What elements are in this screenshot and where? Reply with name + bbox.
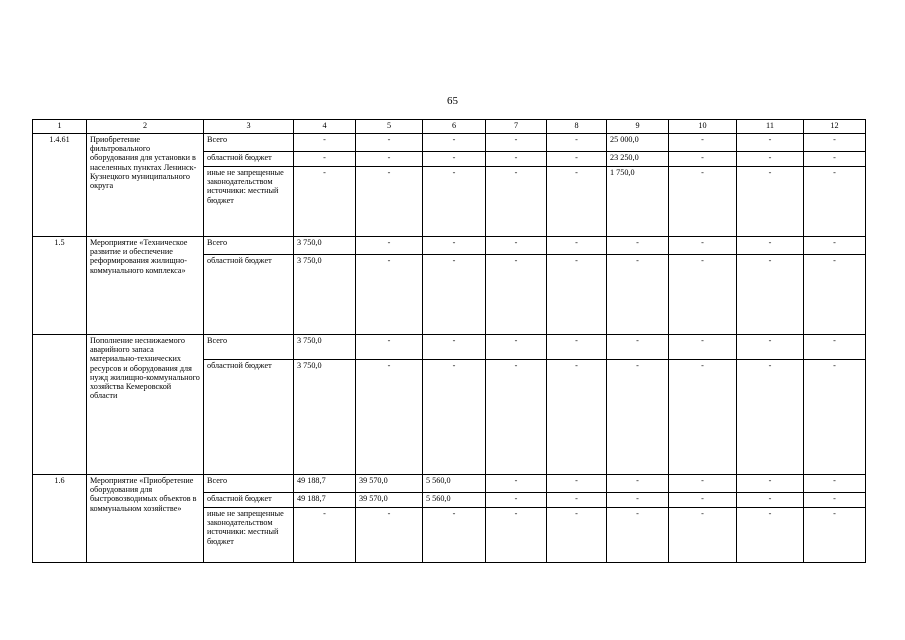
column-header-10: 10 [669,120,737,134]
column-header-6: 6 [423,120,486,134]
value-cell: - [607,237,669,255]
value-cell: - [669,237,737,255]
value-cell: 5 560,0 [423,493,486,508]
value-cell: 3 750,0 [294,237,356,255]
budget-table [32,119,866,563]
column-header-4: 4 [294,120,356,134]
item-code: 1.5 [33,237,87,335]
item-name: Приобретение фильтровального оборудования для установки в населенных пунктах Ленинск-Кузнецкого муниципального округа [87,134,204,237]
value-cell: - [547,475,607,493]
value-cell: - [423,335,486,360]
value-cell: - [486,508,547,563]
value-cell: - [294,508,356,563]
value-cell: - [669,167,737,237]
value-cell: 25 000,0 [607,134,669,152]
value-cell: - [356,152,423,167]
value-cell: - [669,360,737,475]
value-cell: - [607,475,669,493]
value-cell: - [356,134,423,152]
value-cell: - [547,152,607,167]
value-cell: - [737,255,804,335]
value-cell: 23 250,0 [607,152,669,167]
value-cell: - [737,475,804,493]
funding-source: Всего [204,237,294,255]
funding-source: областной бюджет [204,255,294,335]
item-code: 1.4.61 [33,134,87,237]
value-cell: - [804,237,866,255]
value-cell: - [486,152,547,167]
value-cell: - [804,167,866,237]
value-cell: - [547,360,607,475]
value-cell: - [486,335,547,360]
item-name: Мероприятие «Техническое развитие и обеспечение реформирования жилищно-коммунального комплекса» [87,237,204,335]
funding-source: Всего [204,335,294,360]
value-cell: - [423,152,486,167]
column-header-12: 12 [804,120,866,134]
value-cell: - [547,493,607,508]
item-code [33,335,87,475]
item-code: 1.6 [33,475,87,563]
value-cell: - [607,493,669,508]
value-cell: - [294,167,356,237]
value-cell: - [486,134,547,152]
value-cell: 49 188,7 [294,493,356,508]
value-cell: - [804,508,866,563]
value-cell: - [547,237,607,255]
value-cell: - [486,255,547,335]
value-cell: - [423,508,486,563]
value-cell: - [737,167,804,237]
value-cell: 39 570,0 [356,493,423,508]
page-number: 65 [447,95,458,107]
value-cell: - [294,134,356,152]
funding-source: областной бюджет [204,493,294,508]
value-cell: - [669,134,737,152]
value-cell: - [669,335,737,360]
value-cell: - [486,237,547,255]
value-cell: 3 750,0 [294,360,356,475]
value-cell: - [356,237,423,255]
column-header-3: 3 [204,120,294,134]
value-cell: 3 750,0 [294,335,356,360]
value-cell: - [737,360,804,475]
value-cell: - [804,360,866,475]
value-cell: - [607,255,669,335]
funding-source: областной бюджет [204,152,294,167]
value-cell: - [607,508,669,563]
funding-source: Всего [204,475,294,493]
value-cell: - [486,167,547,237]
table-row [33,134,866,152]
value-cell: - [423,360,486,475]
table-row [33,475,866,493]
value-cell: - [356,167,423,237]
value-cell: 49 188,7 [294,475,356,493]
value-cell: - [737,152,804,167]
value-cell: - [669,493,737,508]
value-cell: 3 750,0 [294,255,356,335]
value-cell: - [547,508,607,563]
value-cell: - [669,475,737,493]
value-cell: - [737,335,804,360]
column-header-1: 1 [33,120,87,134]
value-cell: - [486,475,547,493]
value-cell: - [737,493,804,508]
column-header-9: 9 [607,120,669,134]
value-cell: - [804,255,866,335]
value-cell: - [804,152,866,167]
funding-source: Всего [204,134,294,152]
value-cell: - [547,167,607,237]
value-cell: - [423,167,486,237]
value-cell: - [607,335,669,360]
value-cell: - [547,255,607,335]
header-row [33,120,866,134]
value-cell: - [547,335,607,360]
value-cell: - [737,508,804,563]
column-header-7: 7 [486,120,547,134]
value-cell: - [669,152,737,167]
value-cell: - [294,152,356,167]
funding-source: областной бюджет [204,360,294,475]
column-header-11: 11 [737,120,804,134]
value-cell: - [669,508,737,563]
value-cell: - [804,493,866,508]
value-cell: - [804,335,866,360]
value-cell: - [356,508,423,563]
item-name: Мероприятие «Приобретение оборудования для быстровозводимых объектов в коммунальном хозяйстве» [87,475,204,563]
funding-source: иные не запрещенные законодательством источники: местный бюджет [204,508,294,563]
value-cell: - [804,475,866,493]
value-cell: - [423,237,486,255]
value-cell: 5 560,0 [423,475,486,493]
table-row [33,335,866,360]
value-cell: 1 750,0 [607,167,669,237]
value-cell: - [486,360,547,475]
value-cell: - [423,134,486,152]
value-cell: 39 570,0 [356,475,423,493]
table-row [33,237,866,255]
value-cell: - [669,255,737,335]
column-header-8: 8 [547,120,607,134]
column-header-5: 5 [356,120,423,134]
value-cell: - [486,493,547,508]
value-cell: - [547,134,607,152]
value-cell: - [356,335,423,360]
value-cell: - [356,255,423,335]
value-cell: - [423,255,486,335]
value-cell: - [737,237,804,255]
column-header-2: 2 [87,120,204,134]
value-cell: - [356,360,423,475]
value-cell: - [804,134,866,152]
funding-source: иные не запрещенные законодательством источники: местный бюджет [204,167,294,237]
value-cell: - [737,134,804,152]
item-name: Пополнение неснижаемого аварийного запаса материально-технических ресурсов и оборудования для нужд жилищно-коммунального хозяйства Кемеровской области [87,335,204,475]
value-cell: - [607,360,669,475]
